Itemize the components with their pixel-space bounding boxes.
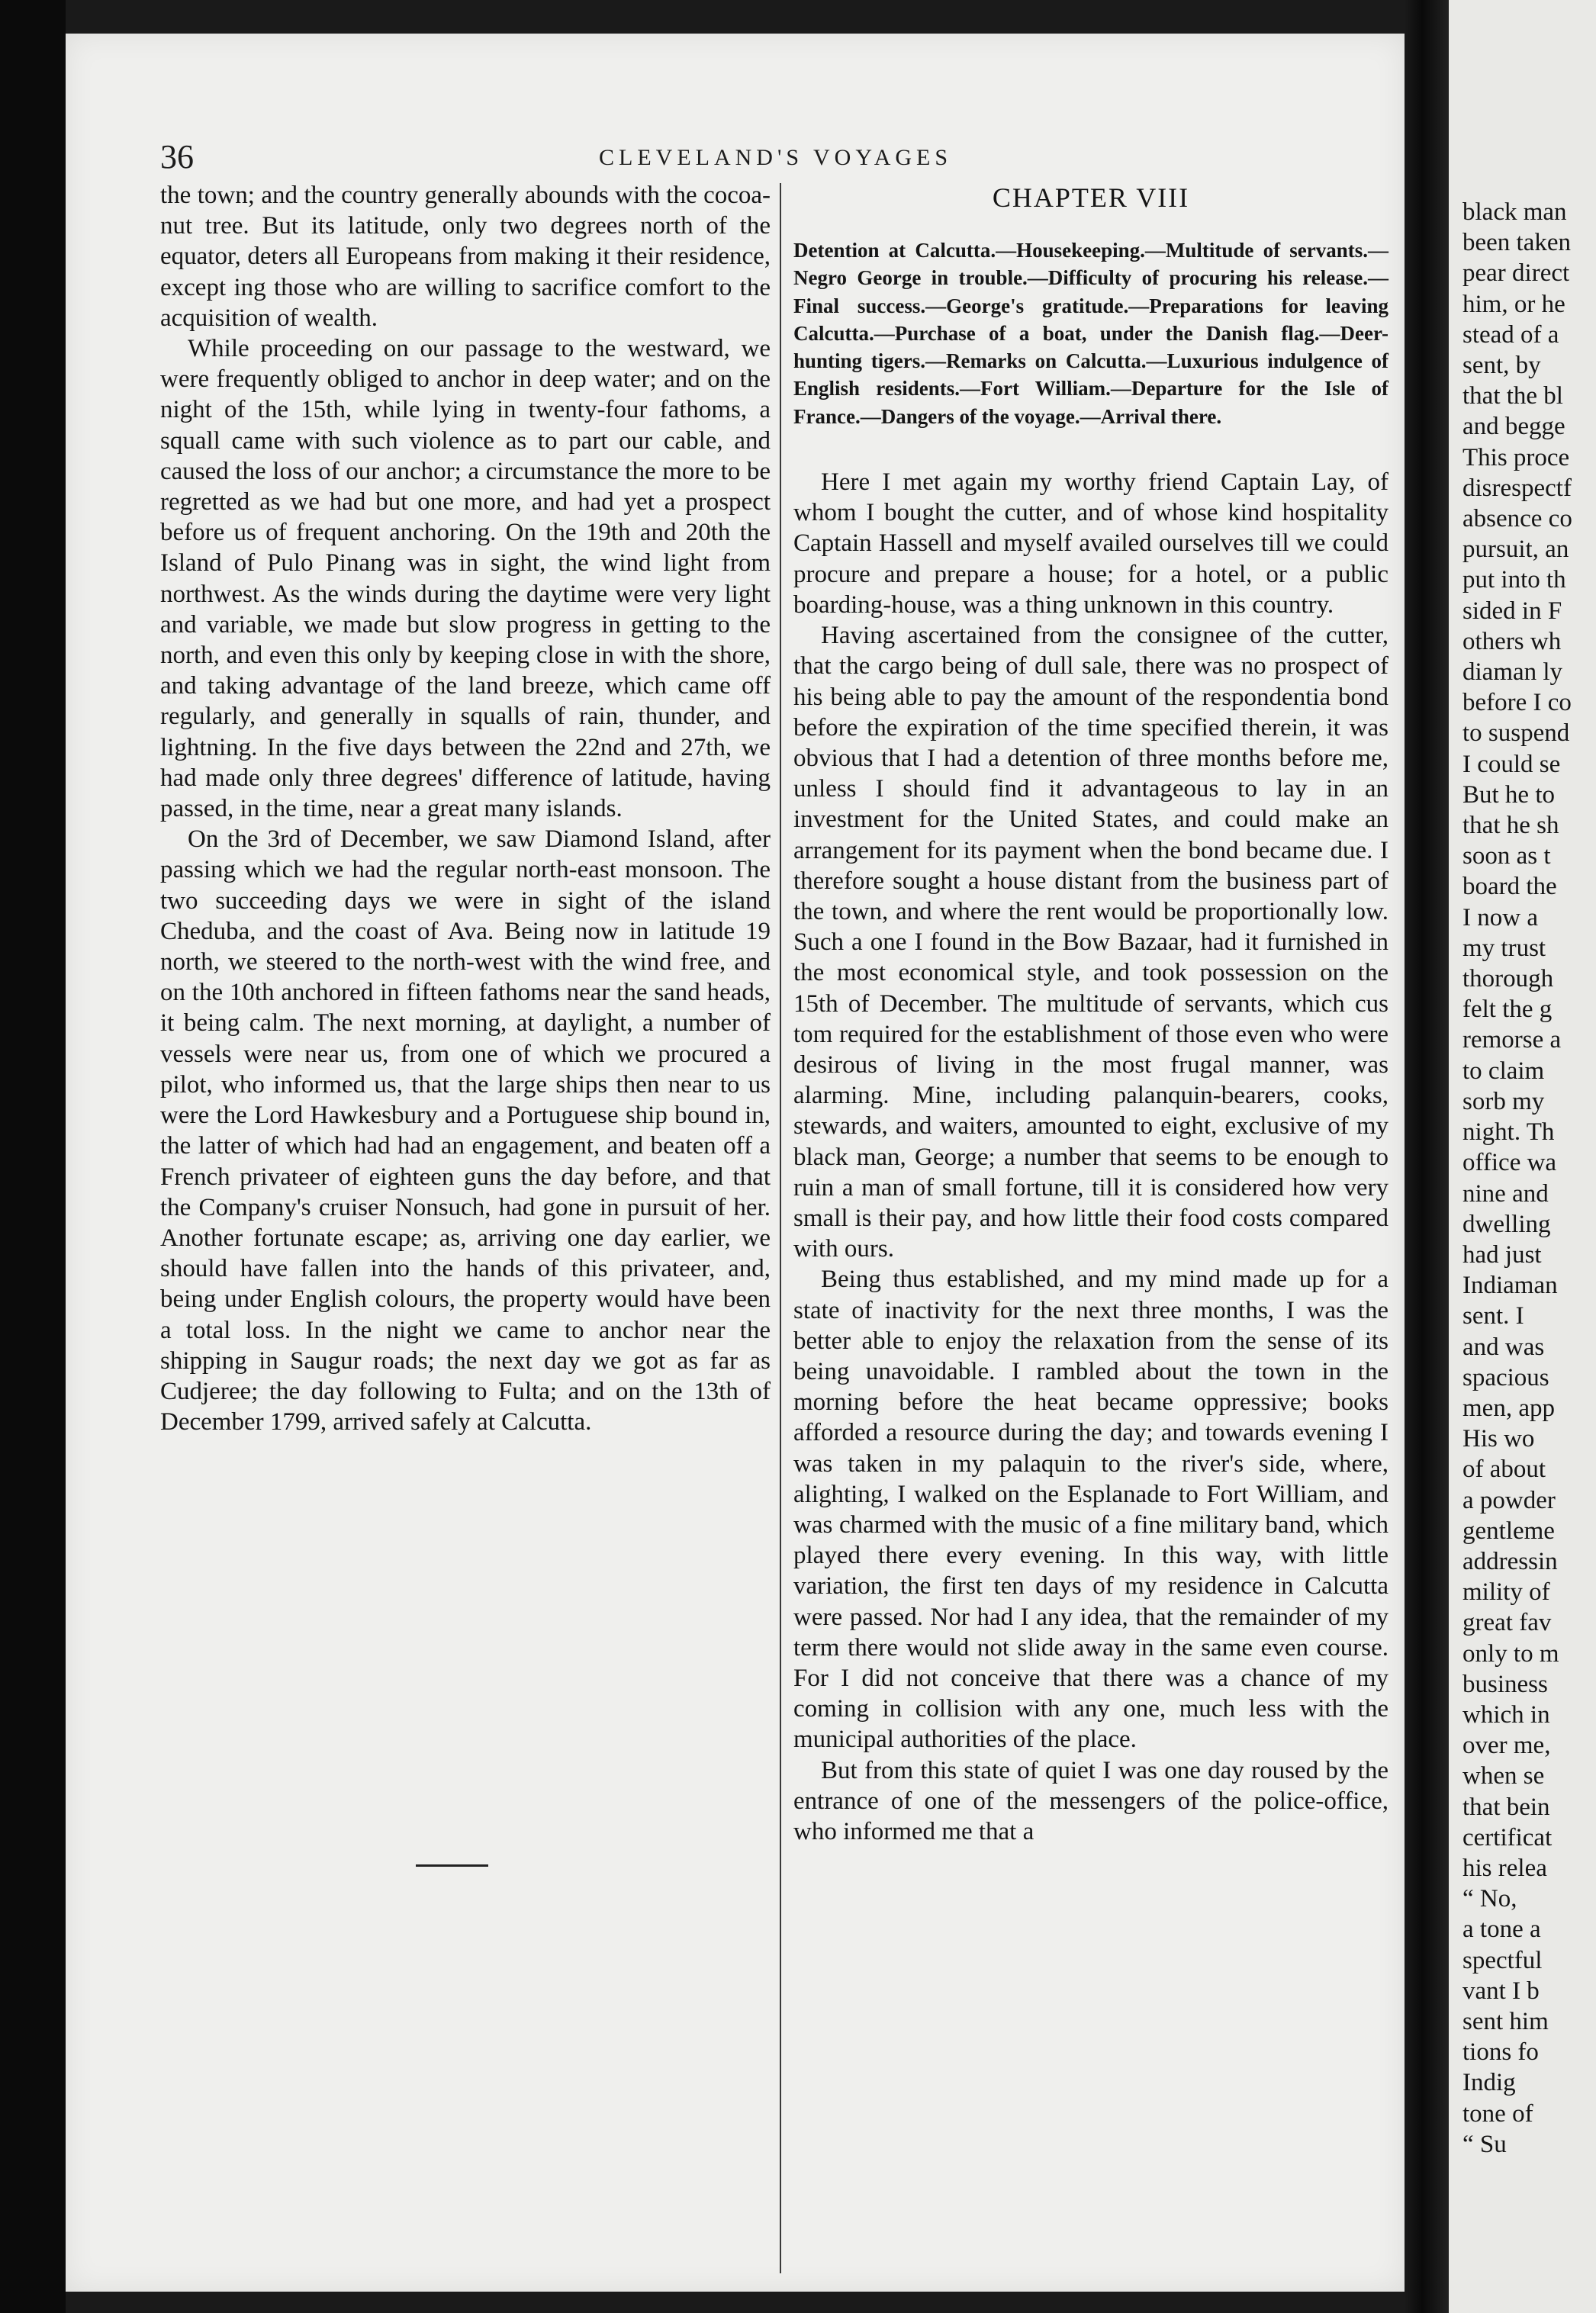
facing-page-line: addressin	[1462, 1547, 1558, 1575]
facing-page-line: sent him	[1462, 2007, 1549, 2035]
facing-page-line: had just	[1462, 1240, 1542, 1269]
facing-page-line: a tone a	[1462, 1916, 1541, 1944]
chapter-synopsis: Detention at Calcutta.—Housekeeping.—Multitude of servants.—Negro George in trouble.—Difficulty of procuring his release.—Final success.—George's gratitude.—Preparations for leaving Calcutta.—Purchase of a boat, under the Danish flag.—Deer-hunting tigers.—Remarks on Calcutta.—Luxurious indulgence of English residents.—Fort William.—Departure for the Isle of France.—Dangers of the voyage.—Arrival there.	[793, 239, 1388, 428]
facing-page-line: dwelling	[1462, 1210, 1551, 1238]
facing-page-line: tone of	[1462, 2099, 1533, 2128]
facing-page-line: gentleme	[1462, 1517, 1555, 1545]
facing-page-fragment	[1449, 0, 1596, 2313]
right-paragraph-4: But from this state of quiet I was one day roused by the entrance of one of the messengers of the police-office, who informed me that a	[793, 1756, 1388, 1846]
running-head	[160, 137, 1381, 183]
left-paragraph-1: the town; and the country generally abounds with the cocoa-nut tree. But its latitude, only two degrees north of the equator, deters all Europeans from making it their residence, except ing those who are willing to sacrifice comfort to the acquisition of wealth.	[160, 182, 771, 332]
facing-page-line: great fav	[1462, 1609, 1552, 1637]
book-gutter	[1405, 0, 1449, 2313]
facing-page-line: board the	[1462, 873, 1557, 901]
facing-page-line: certificat	[1462, 1823, 1553, 1851]
facing-page-line: pear direct	[1462, 259, 1570, 288]
facing-page-line: that the bl	[1462, 382, 1563, 410]
right-column	[793, 180, 1388, 1847]
column-divider	[780, 183, 781, 2273]
facing-page-line: But he to	[1462, 780, 1555, 809]
chapter-title: CHAPTER VIII	[992, 182, 1190, 213]
facing-page-line: sent, by	[1462, 352, 1541, 380]
right-paragraph-3: Being thus established, and my mind made up for a state of inactivity for the next three months, I was the better able to enjoy the relaxation from the sense of its being unavoidable. I rambled about the town in the morning before the heat became oppressive; books afforded a resource during the day; and towards evening I was taken in my palaquin to the river's side, where, alighting, I walked on the Esplanade to Fort William, and was charmed with the music of a fine military band, which played there every evening. In this way, with little variation, the first ten days of my residence in Calcutta were passed. Nor had I any idea, that the remainder of my term there would not slide away in the same even course. For I did not conceive that there was a chance of my coming in collision with any one, much less with the municipal authorities of the place.	[793, 1266, 1388, 1754]
right-paragraph-2: Having ascertained from the consignee of the cutter, that the cargo being of dull sale, there was no prospect of his being able to pay the amount of the respondentia bond before the expiration of the time specified therein, it was obvious that I had a detention of three months before me, unless I should find it advantageous to lay in an investment for the United States, and could make an arrangement for its payment when the bond became due. I therefore sought a house distant from the business part of the town, and where the rent would be proportionally low. Such a one I found in the Bow Bazaar, had it furnished in the most economical style, and took possession on the 15th of December. The multitude of servants, which cus tom required for the establishment of those even who were desirous of living in the most frugal manner, was alarming. Mine, including palanquin-bearers, cooks, stewards, and waiters, amounted to eight, exclusive of my black man, George; a number that seems to be enough to ruin a man of small fortune, till it is considered how very small is their pay, and how little their food costs compared with ours.	[793, 622, 1388, 1263]
facing-page-line: nine and	[1462, 1179, 1549, 1208]
facing-page-line: that he sh	[1462, 812, 1559, 840]
facing-page-line: stead of a	[1462, 320, 1559, 349]
facing-page-line: sorb my	[1462, 1087, 1545, 1115]
facing-page-line: when se	[1462, 1762, 1545, 1790]
facing-page-line: sent. I	[1462, 1302, 1524, 1330]
facing-page-line: a powder	[1462, 1486, 1556, 1514]
facing-page-line: spectful	[1462, 1946, 1543, 1974]
facing-page-line: His wo	[1462, 1425, 1535, 1453]
facing-page-line: tions fo	[1462, 2038, 1539, 2067]
facing-page-line: soon as t	[1462, 842, 1551, 870]
facing-page-line: absence co	[1462, 505, 1572, 533]
facing-page-line: “ Su	[1462, 2130, 1507, 2158]
facing-page-line: pursuit, an	[1462, 536, 1569, 564]
facing-page-line: Indig	[1462, 2069, 1516, 2097]
facing-page-line: diaman ly	[1462, 658, 1563, 687]
left-paragraph-3: On the 3rd of December, we saw Diamond Island, after passing which we had the regular north-east monsoon. The two succeeding days we were in sight of the island Cheduba, and the coast of Ava. Being now in latitude 19 north, we steered to the north-west with the wind free, and on the 10th anchored in fifteen fathoms near the sand heads, it being calm. The next morning, at daylight, a number of vessels were near us, from one of which we procured a pilot, who informed us, that the large ships then near to us were the Lord Hawkesbury and a Portuguese ship bound in, the latter of which had had an engagement, and beaten off a French privateer of eighteen guns the day before, and that the Company's cruiser Nonsuch, had gone in pursuit of her. Another fortunate escape; as, arriving one day earlier, we should have fallen into the hands of this privateer, and, being under English colours, the property would have been a total loss. In the night we came to anchor near the shipping in Saugur roads; the next day we got as far as Cudjeree; the day following to Fulta; and on the 13th of December 1799, arrived safely at Calcutta.	[160, 825, 771, 1436]
facing-page-line: only to m	[1462, 1639, 1559, 1668]
facing-page-line: black man	[1462, 198, 1567, 226]
right-paragraph-1: Here I met again my worthy friend Captain Lay, of whom I bought the cutter, and of whose kind hospitality Captain Hassell and myself availed ourselves till we could procure and prepare a house; for a hotel, or a public boarding-house, was a thing unknown in this country.	[793, 468, 1388, 619]
facing-page-line: vant I b	[1462, 1977, 1540, 2005]
facing-page-line: of about	[1462, 1456, 1546, 1484]
facing-page-line: sided in F	[1462, 597, 1562, 625]
scan-left-margin	[0, 0, 66, 2313]
section-end-rule	[416, 1864, 488, 1867]
facing-page-line: before I co	[1462, 689, 1572, 717]
facing-page-line: men, app	[1462, 1394, 1555, 1422]
left-column	[160, 180, 771, 1437]
facing-page-line: him, or he	[1462, 290, 1565, 318]
facing-page-line: I could se	[1462, 750, 1561, 778]
facing-page-line: over me,	[1462, 1732, 1551, 1760]
facing-page-line: thorough	[1462, 965, 1554, 993]
facing-page-line: to suspend	[1462, 719, 1570, 748]
facing-page-line: others wh	[1462, 627, 1562, 655]
facing-page-text	[1462, 197, 1596, 2160]
facing-page-line: that bein	[1462, 1793, 1550, 1821]
running-title: CLEVELAND'S VOYAGES	[599, 145, 953, 170]
facing-page-line: disrespectf	[1462, 474, 1572, 502]
facing-page-line: and was	[1462, 1333, 1545, 1361]
facing-page-line: been taken	[1462, 229, 1572, 257]
facing-page-line: This proce	[1462, 443, 1570, 471]
left-paragraph-2: While proceeding on our passage to the westward, we were frequently obliged to anchor in deep water; and on the night of the 15th, while lying in twenty-four fathoms, a squall came with such violence as to part our cable, and caused the loss of our anchor; a circumstance the more to be regretted as we had but one more, and had yet a prospect before us of frequent anchoring. On the 19th and 20th the Island of Pulo Pinang was in sight, the wind light from northwest. As the winds during the daytime were very light and variable, we made but slow progress in getting to the north, and even this only by keeping close in with the shore, and taking advantage of the land breeze, which came off regularly, and generally in squalls of rain, thunder, and lightning. In the five days between the 22nd and 27th, we had made only three degrees' difference of latitude, having passed, in the time, near a great many islands.	[160, 335, 771, 823]
facing-page-line: felt the g	[1462, 996, 1553, 1024]
facing-page-line: I now a	[1462, 903, 1538, 931]
facing-page-line: his relea	[1462, 1854, 1547, 1882]
facing-page-line: which in	[1462, 1700, 1550, 1729]
facing-page-line: and begge	[1462, 413, 1565, 441]
facing-page-line: “ No,	[1462, 1885, 1517, 1913]
facing-page-line: mility of	[1462, 1578, 1550, 1607]
facing-page-line: remorse a	[1462, 1026, 1562, 1054]
facing-page-line: night. Th	[1462, 1118, 1555, 1147]
facing-page-line: my trust	[1462, 934, 1546, 962]
facing-page-line: business	[1462, 1670, 1548, 1698]
page-number: 36	[160, 138, 194, 175]
facing-page-line: Indiaman	[1462, 1272, 1558, 1300]
facing-page-line: spacious	[1462, 1363, 1549, 1391]
facing-page-line: to claim	[1462, 1057, 1545, 1085]
facing-page-line: put into th	[1462, 566, 1566, 594]
facing-page-line: office wa	[1462, 1149, 1557, 1177]
